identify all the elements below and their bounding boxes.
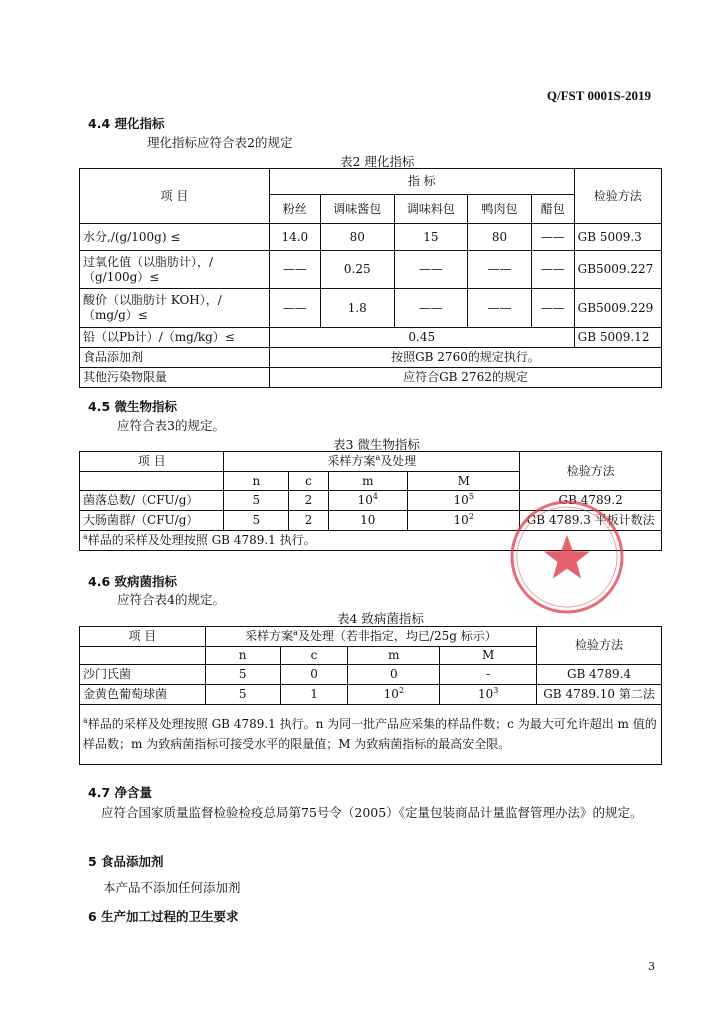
t2-head-item: 项 目: [80, 169, 270, 224]
t4-row-item: 沙门氏菌: [80, 665, 206, 685]
t4-cell: $10^3$: [440, 685, 537, 705]
t3-row-method: GB 4789.3 平板计数法: [520, 511, 662, 531]
section-4-4-title: 4.4 理化指标: [88, 116, 165, 131]
t3-row-method: GB 4789.2: [520, 491, 662, 511]
t3-cell: $10^2$: [408, 511, 520, 531]
t3-cell: 10: [328, 511, 408, 531]
t4-sub: M: [440, 647, 537, 665]
t2-cell: 80: [467, 224, 531, 251]
t2-col: 鸭肉包: [467, 195, 531, 224]
t2-cell: 15: [394, 224, 467, 251]
t3-cell: $10^4$: [328, 491, 408, 511]
t4-head-plan: 采样方案$^a$及处理（若非指定，均已/25g 标示）: [205, 627, 536, 647]
t2-row-method: GB5009.229: [574, 289, 661, 328]
section-4-6-title: 4.6 致病菌指标: [88, 574, 177, 589]
t2-cell: ——: [269, 289, 320, 328]
t2-row-item: 其他污染物限量: [80, 368, 270, 388]
t4-row-method: GB 4789.4: [537, 665, 662, 685]
t4-cell: $10^2$: [348, 685, 440, 705]
section-4-4-text: 理化指标应符合表2的规定: [147, 135, 293, 150]
t2-col: 调味料包: [394, 195, 467, 224]
t2-cell: ——: [467, 289, 531, 328]
section-5-title: 5 食品添加剂: [88, 854, 164, 869]
t4-sub: m: [348, 647, 440, 665]
t3-cell: $10^5$: [408, 491, 520, 511]
t4-head-item: 项 目: [80, 627, 206, 647]
t4-row-item: 金黄色葡萄球菌: [80, 685, 206, 705]
section-6-title: 6 生产加工过程的卫生要求: [88, 909, 239, 924]
t2-cell: ——: [531, 289, 574, 328]
t4-cell: 1: [280, 685, 348, 705]
t3-row-item: 菌落总数/（CFU/g）: [80, 491, 224, 511]
t3-cell: 5: [224, 491, 289, 511]
t2-cell: ——: [467, 251, 531, 289]
section-5-text: 本产品不添加任何添加剂: [103, 880, 241, 895]
t2-row-item: 过氧化值（以脂肪计），/（g/100g）≤: [80, 251, 270, 289]
t4-head-method: 检验方法: [537, 627, 662, 665]
t2-cell: ——: [531, 251, 574, 289]
t4-cell: 0: [348, 665, 440, 685]
table4: [79, 626, 662, 765]
section-4-7-title: 4.7 净含量: [88, 785, 152, 800]
t2-head-index: 指 标: [269, 169, 574, 195]
t3-cell: 5: [224, 511, 289, 531]
t4-cell: 5: [205, 665, 280, 685]
seal-star-icon: [544, 535, 590, 579]
page-number: 3: [648, 960, 655, 973]
t3-cell: 2: [289, 491, 328, 511]
t2-cell: ——: [394, 289, 467, 328]
t2-row-item: 铅（以Pb计）/（mg/kg）≤: [80, 328, 270, 348]
t3-head-plan: 采样方案$^a$及处理: [224, 452, 520, 472]
t2-cell: 80: [320, 224, 394, 251]
t2-cell: ——: [269, 251, 320, 289]
t2-cell: 1.8: [320, 289, 394, 328]
section-4-7-text: 应符合国家质量监督检验检疫总局第75号令（2005）《定量包装商品计量监督管理办法》的规定。: [101, 805, 643, 820]
t2-col: 醋包: [531, 195, 574, 224]
t2-cell: 按照GB 2760的规定执行。: [269, 348, 661, 368]
t4-sub: c: [280, 647, 348, 665]
t2-col: 粉丝: [269, 195, 320, 224]
t2-cell: ——: [531, 224, 574, 251]
table3-caption: 表3 微生物指标: [333, 437, 420, 452]
section-4-5-text: 应符合表3的规定。: [117, 418, 225, 433]
t2-row-method: GB 5009.3: [574, 224, 661, 251]
t2-head-method: 检验方法: [574, 169, 661, 224]
doc-code: Q/FST 0001S-2019: [546, 88, 651, 103]
t4-sub: n: [205, 647, 280, 665]
t3-sub: m: [328, 472, 408, 491]
t3-head-method: 检验方法: [520, 452, 662, 491]
t3-sub: c: [289, 472, 328, 491]
t3-note: $^a$样品的采样及处理按照 GB 4789.1 执行。: [80, 531, 662, 551]
t2-cell: 应符合GB 2762的规定: [269, 368, 661, 388]
t4-cell: -: [440, 665, 537, 685]
t2-row-item: 食品添加剂: [80, 348, 270, 368]
t3-sub: n: [224, 472, 289, 491]
table2: [79, 168, 662, 388]
section-4-5-title: 4.5 微生物指标: [88, 399, 177, 414]
table4-caption: 表4 致病菌指标: [337, 611, 424, 626]
t3-row-item: 大肠菌群/（CFU/g）: [80, 511, 224, 531]
t2-row-method: GB 5009.12: [574, 328, 661, 348]
table2-caption: 表2 理化指标: [340, 154, 415, 169]
company-seal: [507, 497, 627, 617]
t2-row-item: 水分,/(g/100g) ≤: [80, 224, 270, 251]
section-4-6-text: 应符合表4的规定。: [117, 592, 225, 607]
t4-cell: 5: [205, 685, 280, 705]
t2-cell: 0.45: [269, 328, 574, 348]
t2-cell: ——: [394, 251, 467, 289]
t2-cell: 0.25: [320, 251, 394, 289]
t4-cell: 0: [280, 665, 348, 685]
t3-sub: M: [408, 472, 520, 491]
t3-cell: 2: [289, 511, 328, 531]
t2-row-item: 酸价（以脂肪计 KOH），/（mg/g）≤: [80, 289, 270, 328]
t4-note: $^a$样品的采样及处理按照 GB 4789.1 执行。n 为同一批产品应采集的样品件数；c 为最大可允许超出 m 值的样品数；m 为致病菌指标可接受水平的限量值；M 为致病菌指标的最高安全限。: [80, 705, 662, 765]
t2-col: 调味酱包: [320, 195, 394, 224]
t2-row-method: GB5009.227: [574, 251, 661, 289]
t4-row-method: GB 4789.10 第二法: [537, 685, 662, 705]
t2-cell: 14.0: [269, 224, 320, 251]
t3-head-item: 项 目: [80, 452, 224, 472]
